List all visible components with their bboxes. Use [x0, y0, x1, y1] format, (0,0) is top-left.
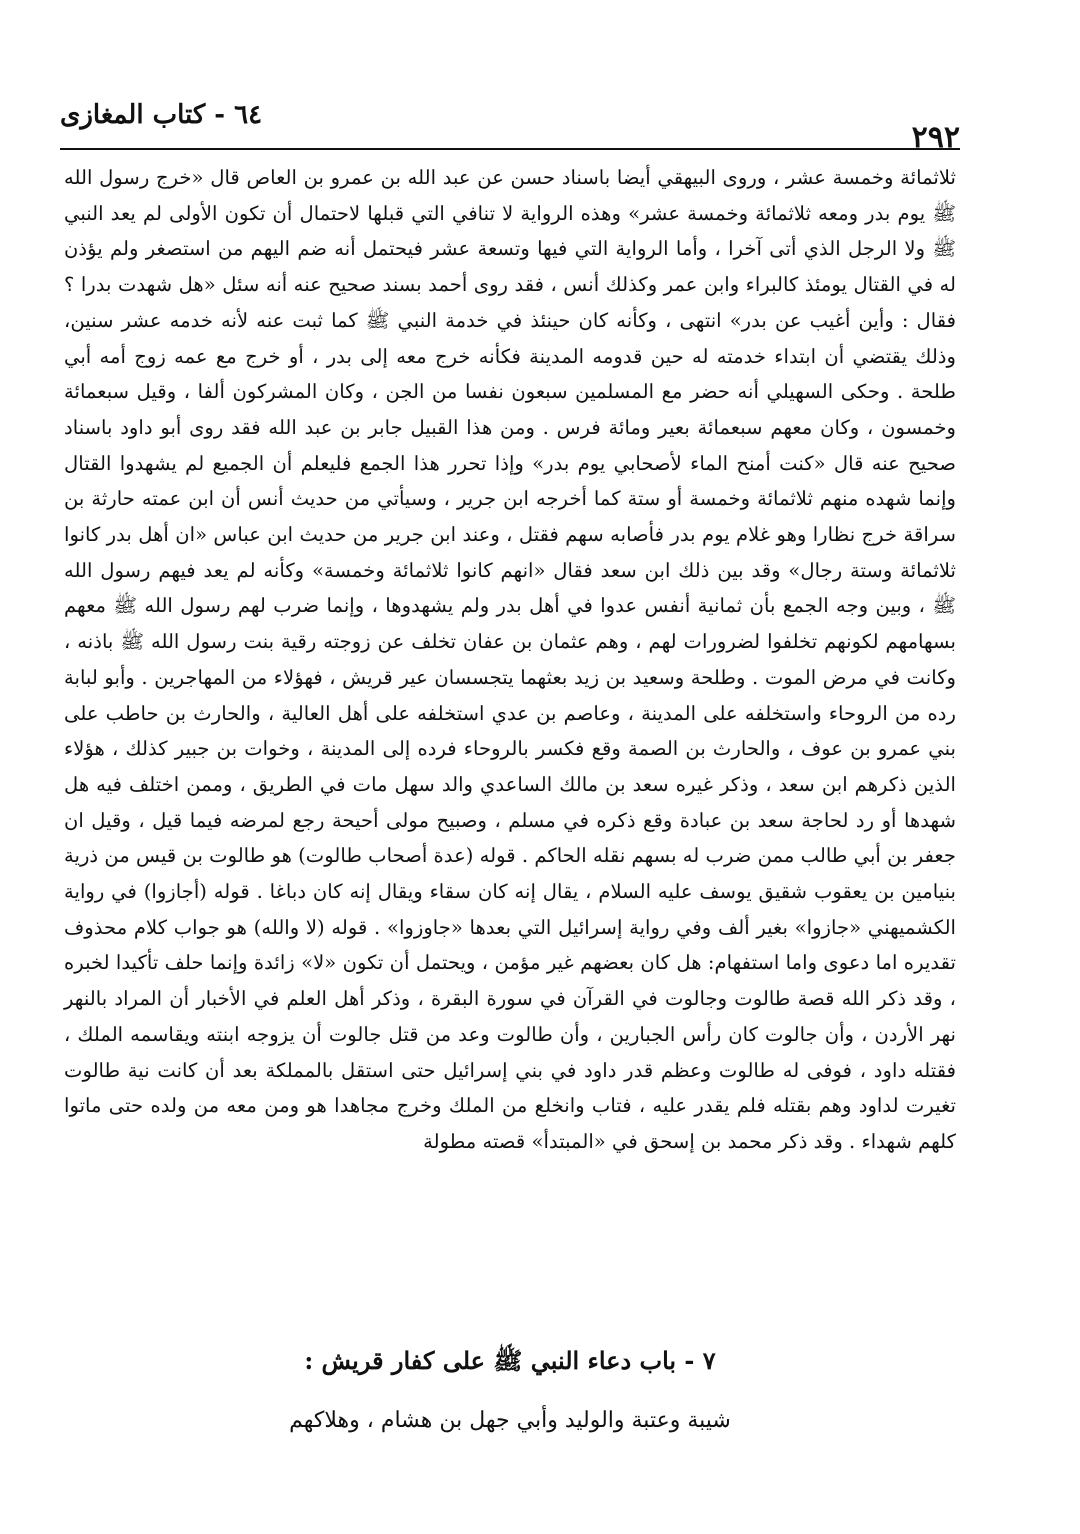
commentary-paragraph: ثلاثمائة وخمسة عشر ، وروى البيهقي أيضا باسناد حسن عن عبد الله بن عمرو بن العاص قال «خرج رسول الله ﷺ يوم بدر ومعه ثلاثمائة وخمسة عشر» وهذه الرواية لا تنافي التي قبلها لاحتمال أن تكون الأولى لم يعد النبي ﷺ ولا الرجل الذي أتى آخرا ، وأما الرواية التي فيها وتسعة عشر فيحتمل أنه ضم اليهم من استصغر ولم يؤذن له في القتال يومئذ كالبراء وابن عمر وكذلك أنس ، فقد روى أحمد بسند صحيح عنه أنه سئل «هل شهدت بدرا ؟ فقال : وأين أغيب عن بدر» انتهى ، وكأنه كان حينئذ في خدمة النبي ﷺ كما ثبت عنه لأنه خدمه عشر سنين، وذلك يقتضي أن ابتداء خدمته له حين قدومه المدينة فكأنه خرج معه إلى بدر ، أو خرج مع عمه زوج أمه أبي طلحة . وحكى السهيلي أنه حضر مع المسلمين سبعون نفسا من الجن ، وكان المشركون ألفا ، وقيل سبعمائة وخمسون ، وكان معهم سبعمائة بعير ومائة فرس . ومن هذا القبيل جابر بن عبد الله فقد روى أبو داود باسناد صحيح عنه قال «كنت أمنح الماء لأصحابي يوم بدر» وإذا تحرر هذا الجمع فليعلم أن الجميع لم يشهدوا القتال وإنما شهده منهم ثلاثمائة وخمسة أو ستة كما أخرجه ابن جرير ، وسيأتي من حديث أنس أن ابن عمته حارثة بن سراقة خرج نظارا وهو غلام يوم بدر فأصابه سهم فقتل ، وعند ابن جرير من حديث ابن عباس «ان أهل بدر كانوا ثلاثمائة وستة رجال» وقد بين ذلك ابن سعد فقال «انهم كانوا ثلاثمائة وخمسة» وكأنه لم يعد فيهم رسول الله ﷺ ، وبين وجه الجمع بأن ثمانية أنفس عدوا في أهل بدر ولم يشهدوها ، وإنما ضرب لهم رسول الله ﷺ معهم بسهامهم لكونهم تخلفوا لضرورات لهم ، وهم عثمان بن عفان تخلف عن زوجته رقية بنت رسول الله ﷺ باذنه ، وكانت في مرض الموت . وطلحة وسعيد بن زيد بعثهما يتجسسان عير قريش ، فهؤلاء من المهاجرين . وأبو لبابة رده من الروحاء واستخلفه على المدينة ، وعاصم بن عدي استخلفه على أهل العالية ، والحارث بن حاطب على بني عمرو بن عوف ، والحارث بن الصمة وقع فكسر بالروحاء فرده إلى المدينة ، وخوات بن جبير كذلك ، هؤلاء الذين ذكرهم ابن سعد ، وذكر غيره سعد بن مالك الساعدي والد سهل مات في الطريق ، وممن اختلف فيه هل شهدها أو رد لحاجة سعد بن عبادة وقع ذكره في مسلم ، وصبيح مولى أحيحة رجع لمرضه فيما قيل ، وقيل ان جعفر بن أبي طالب ممن ضرب له بسهم نقله الحاكم . قوله (عدة أصحاب طالوت) هو طالوت بن قيس من ذرية بنيامين بن يعقوب شقيق يوسف عليه السلام ، يقال إنه كان سقاء ويقال إنه كان دباغا . قوله (أجازوا) في رواية الكشميهني «جازوا» بغير ألف وفي رواية إسرائيل التي بعدها «جاوزوا» . قوله (لا والله) هو جواب كلام محذوف تقديره اما دعوى واما استفهام: هل كان بعضهم غير مؤمن ، ويحتمل أن تكون «لا» زائدة وإنما حلف تأكيدا لخبره ، وقد ذكر الله قصة طالوت وجالوت في القرآن في سورة البقرة ، وذكر أهل العلم في الأخبار أن المراد بالنهر نهر الأردن ، وأن جالوت كان رأس الجبارين ، وأن طالوت وعد من قتل جالوت أن يزوجه ابنته ويقاسمه الملك ، فقتله داود ، فوفى له طالوت وعظم قدر داود في بني إسرائيل حتى استقل بالمملكة بعد أن كانت نية طالوت تغيرت لداود وهم بقتله فلم يقدر عليه ، فتاب وانخلع من الملك وخرج مجاهدا هو ومن معه من ولده حتى ماتوا كلهم شهداء . وقد ذكر محمد بن إسحق في «المبتدأ» قصته مطولة: [64, 166, 956, 1153]
page-number: ٢٩٢: [911, 120, 960, 155]
header-rule: [60, 148, 960, 150]
running-title: ٦٤ - كتاب المغازى: [60, 100, 263, 130]
commentary-text: [64, 160, 956, 1160]
page-header: [60, 100, 960, 155]
chapter-subtitle: شيبة وعتبة والوليد وأبي جهل بن هشام ، وهلاكهم: [289, 1408, 731, 1433]
chapter-heading: ٧ - باب دعاء النبي ﷺ على كفار قريش :: [304, 1346, 716, 1375]
